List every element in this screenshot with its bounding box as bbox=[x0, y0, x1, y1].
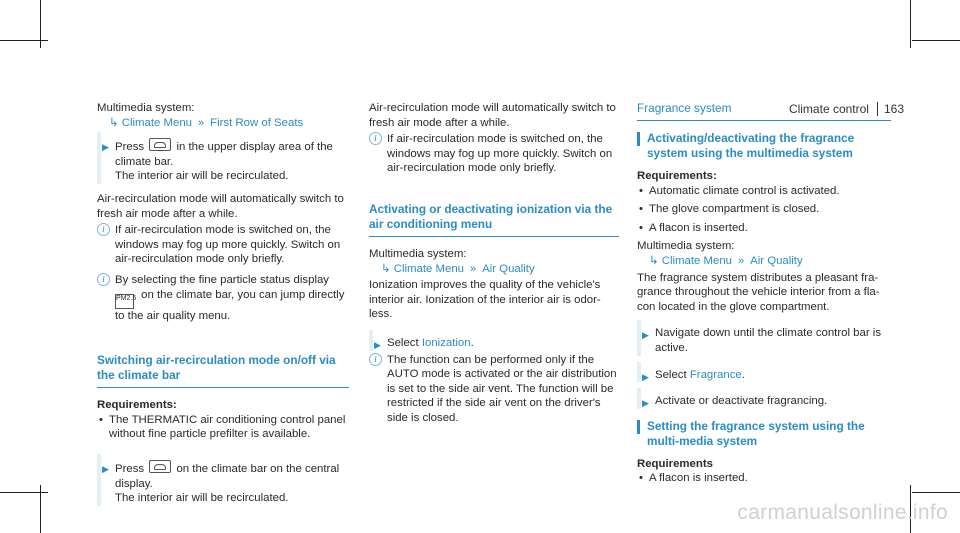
crop-mark bbox=[0, 492, 48, 493]
step-text: on the climate bar on the central display. bbox=[115, 462, 340, 490]
instruction-step bbox=[369, 336, 619, 351]
step-triangle-icon: ▶ bbox=[642, 371, 649, 382]
note bbox=[369, 353, 619, 426]
instruction-step bbox=[637, 394, 891, 409]
path-item[interactable]: Climate Menu bbox=[121, 116, 192, 129]
instruction-step bbox=[637, 368, 891, 383]
note bbox=[369, 132, 619, 176]
page-number: 163 bbox=[877, 102, 904, 116]
info-icon: i bbox=[97, 273, 110, 286]
step-text: . bbox=[741, 368, 745, 381]
step-triangle-icon: ▶ bbox=[642, 398, 649, 409]
section-heading: Switching air-recirculation mode on/off via the climate bar bbox=[97, 353, 349, 388]
crop-mark bbox=[912, 40, 960, 41]
crop-mark bbox=[912, 492, 960, 493]
menu-path bbox=[97, 116, 349, 131]
info-icon: i bbox=[369, 353, 382, 366]
body-text: Air-recirculation mode will automatically switch to fresh air mode after a while. bbox=[97, 192, 344, 220]
body-text: The fragrance system distributes a pleasant fra-grance throughout the vehicle interior from a fla-con located in the glove compartment. bbox=[637, 271, 880, 313]
path-item[interactable]: Climate Menu bbox=[393, 262, 464, 275]
body-text: Air-recirculation mode will automatically switch to fresh air mode after a while. bbox=[369, 102, 616, 129]
note bbox=[97, 273, 349, 323]
watermark: carmanualsonline.info bbox=[737, 501, 948, 524]
section-heading: Activating or deactivating ionization via the air conditioning menu bbox=[369, 202, 619, 237]
step-result: The interior air will be recirculated. bbox=[115, 170, 289, 183]
requirement-item: • A flacon is inserted. bbox=[637, 471, 891, 486]
step-result: The interior air will be recirculated. bbox=[115, 492, 289, 505]
note bbox=[97, 223, 349, 267]
note-text: If air-recirculation mode is switched on, the windows may fog up more quickly. Switch on air-recirculation mode only briefly. bbox=[115, 224, 341, 266]
info-icon: i bbox=[97, 223, 110, 236]
chevron-right-icon: » bbox=[198, 116, 205, 129]
particle-status-icon: PM2.5 bbox=[115, 294, 134, 309]
step-text: Select bbox=[655, 368, 687, 381]
step-triangle-icon: ▶ bbox=[374, 339, 381, 350]
requirement-item: • The glove compartment is closed. bbox=[637, 202, 891, 217]
path-arrow-icon: ↳ bbox=[381, 262, 391, 275]
path-arrow-icon: ↳ bbox=[649, 254, 659, 267]
crop-mark bbox=[910, 0, 911, 48]
instruction-step bbox=[637, 326, 891, 355]
step-text: Navigate down until the climate control bar is active. bbox=[655, 327, 882, 354]
path-label: Multimedia system: bbox=[637, 240, 735, 253]
step-text: Press bbox=[115, 141, 145, 154]
path-item[interactable]: Climate Menu bbox=[661, 254, 732, 267]
subsection-heading: Activating/deactivating the fragrance system using the multimedia system bbox=[637, 131, 891, 161]
step-triangle-icon: ▶ bbox=[102, 463, 109, 474]
note-text: on the climate bar, you can jump directly to the air quality menu. bbox=[115, 288, 345, 322]
note-text: The function can be performed only if the AUTO mode is activated or the air distribution is set to the side air vent. The function will be restricted if the side air vent on the driver's side is closed. bbox=[387, 353, 617, 424]
step-text: . bbox=[470, 336, 474, 349]
requirement-item: • A flacon is inserted. bbox=[637, 221, 891, 236]
note-text: By selecting the fine particle status display bbox=[115, 273, 330, 286]
requirements-label: Requirements bbox=[637, 457, 713, 470]
menu-path bbox=[369, 262, 619, 277]
note-text: If air-recirculation mode is switched on, the windows may fog up more quickly. Switch on air-recirculation mode only briefly. bbox=[387, 133, 613, 175]
section-title: Climate control bbox=[788, 102, 869, 116]
recirculation-icon bbox=[149, 138, 171, 151]
requirements-label: Requirements: bbox=[637, 170, 717, 182]
menu-path bbox=[637, 254, 891, 269]
column-1 bbox=[97, 101, 349, 506]
fragrance-link[interactable]: Fragrance bbox=[689, 368, 742, 381]
step-text: Press bbox=[115, 462, 145, 475]
path-item[interactable]: Air Quality bbox=[482, 262, 535, 275]
chevron-right-icon: » bbox=[738, 254, 745, 267]
path-label: Multimedia system: bbox=[97, 102, 195, 114]
section-heading: Fragrance system bbox=[637, 101, 891, 121]
path-label: Multimedia system: bbox=[369, 247, 467, 260]
step-triangle-icon: ▶ bbox=[642, 330, 649, 341]
recirculation-icon bbox=[149, 460, 171, 473]
instruction-step bbox=[97, 460, 349, 506]
requirement-item: • The THERMATIC air conditioning control panel without fine particle prefilter is available. bbox=[97, 413, 349, 442]
column-3 bbox=[637, 101, 891, 486]
requirements-label: Requirements: bbox=[97, 399, 177, 412]
body-text: Ionization improves the quality of the vehicle's interior air. Ionization of the interior air is odor-less. bbox=[369, 279, 601, 321]
ionization-link[interactable]: Ionization bbox=[421, 336, 471, 349]
crop-mark bbox=[0, 40, 48, 41]
step-triangle-icon: ▶ bbox=[102, 142, 109, 153]
column-2 bbox=[369, 101, 619, 432]
step-text: in the upper display area of the climate bar. bbox=[115, 141, 333, 168]
chevron-right-icon: » bbox=[470, 262, 477, 275]
instruction-step bbox=[97, 138, 349, 184]
step-text: Activate or deactivate fragrancing. bbox=[655, 395, 828, 408]
requirement-item: • Automatic climate control is activated. bbox=[637, 184, 891, 199]
step-text: Select bbox=[387, 336, 419, 349]
path-arrow-icon: ↳ bbox=[109, 116, 119, 129]
subsection-heading: Setting the fragrance system using the multi-media system bbox=[637, 419, 891, 449]
info-icon: i bbox=[369, 132, 382, 145]
path-item[interactable]: First Row of Seats bbox=[210, 116, 304, 129]
path-item[interactable]: Air Quality bbox=[750, 254, 803, 267]
